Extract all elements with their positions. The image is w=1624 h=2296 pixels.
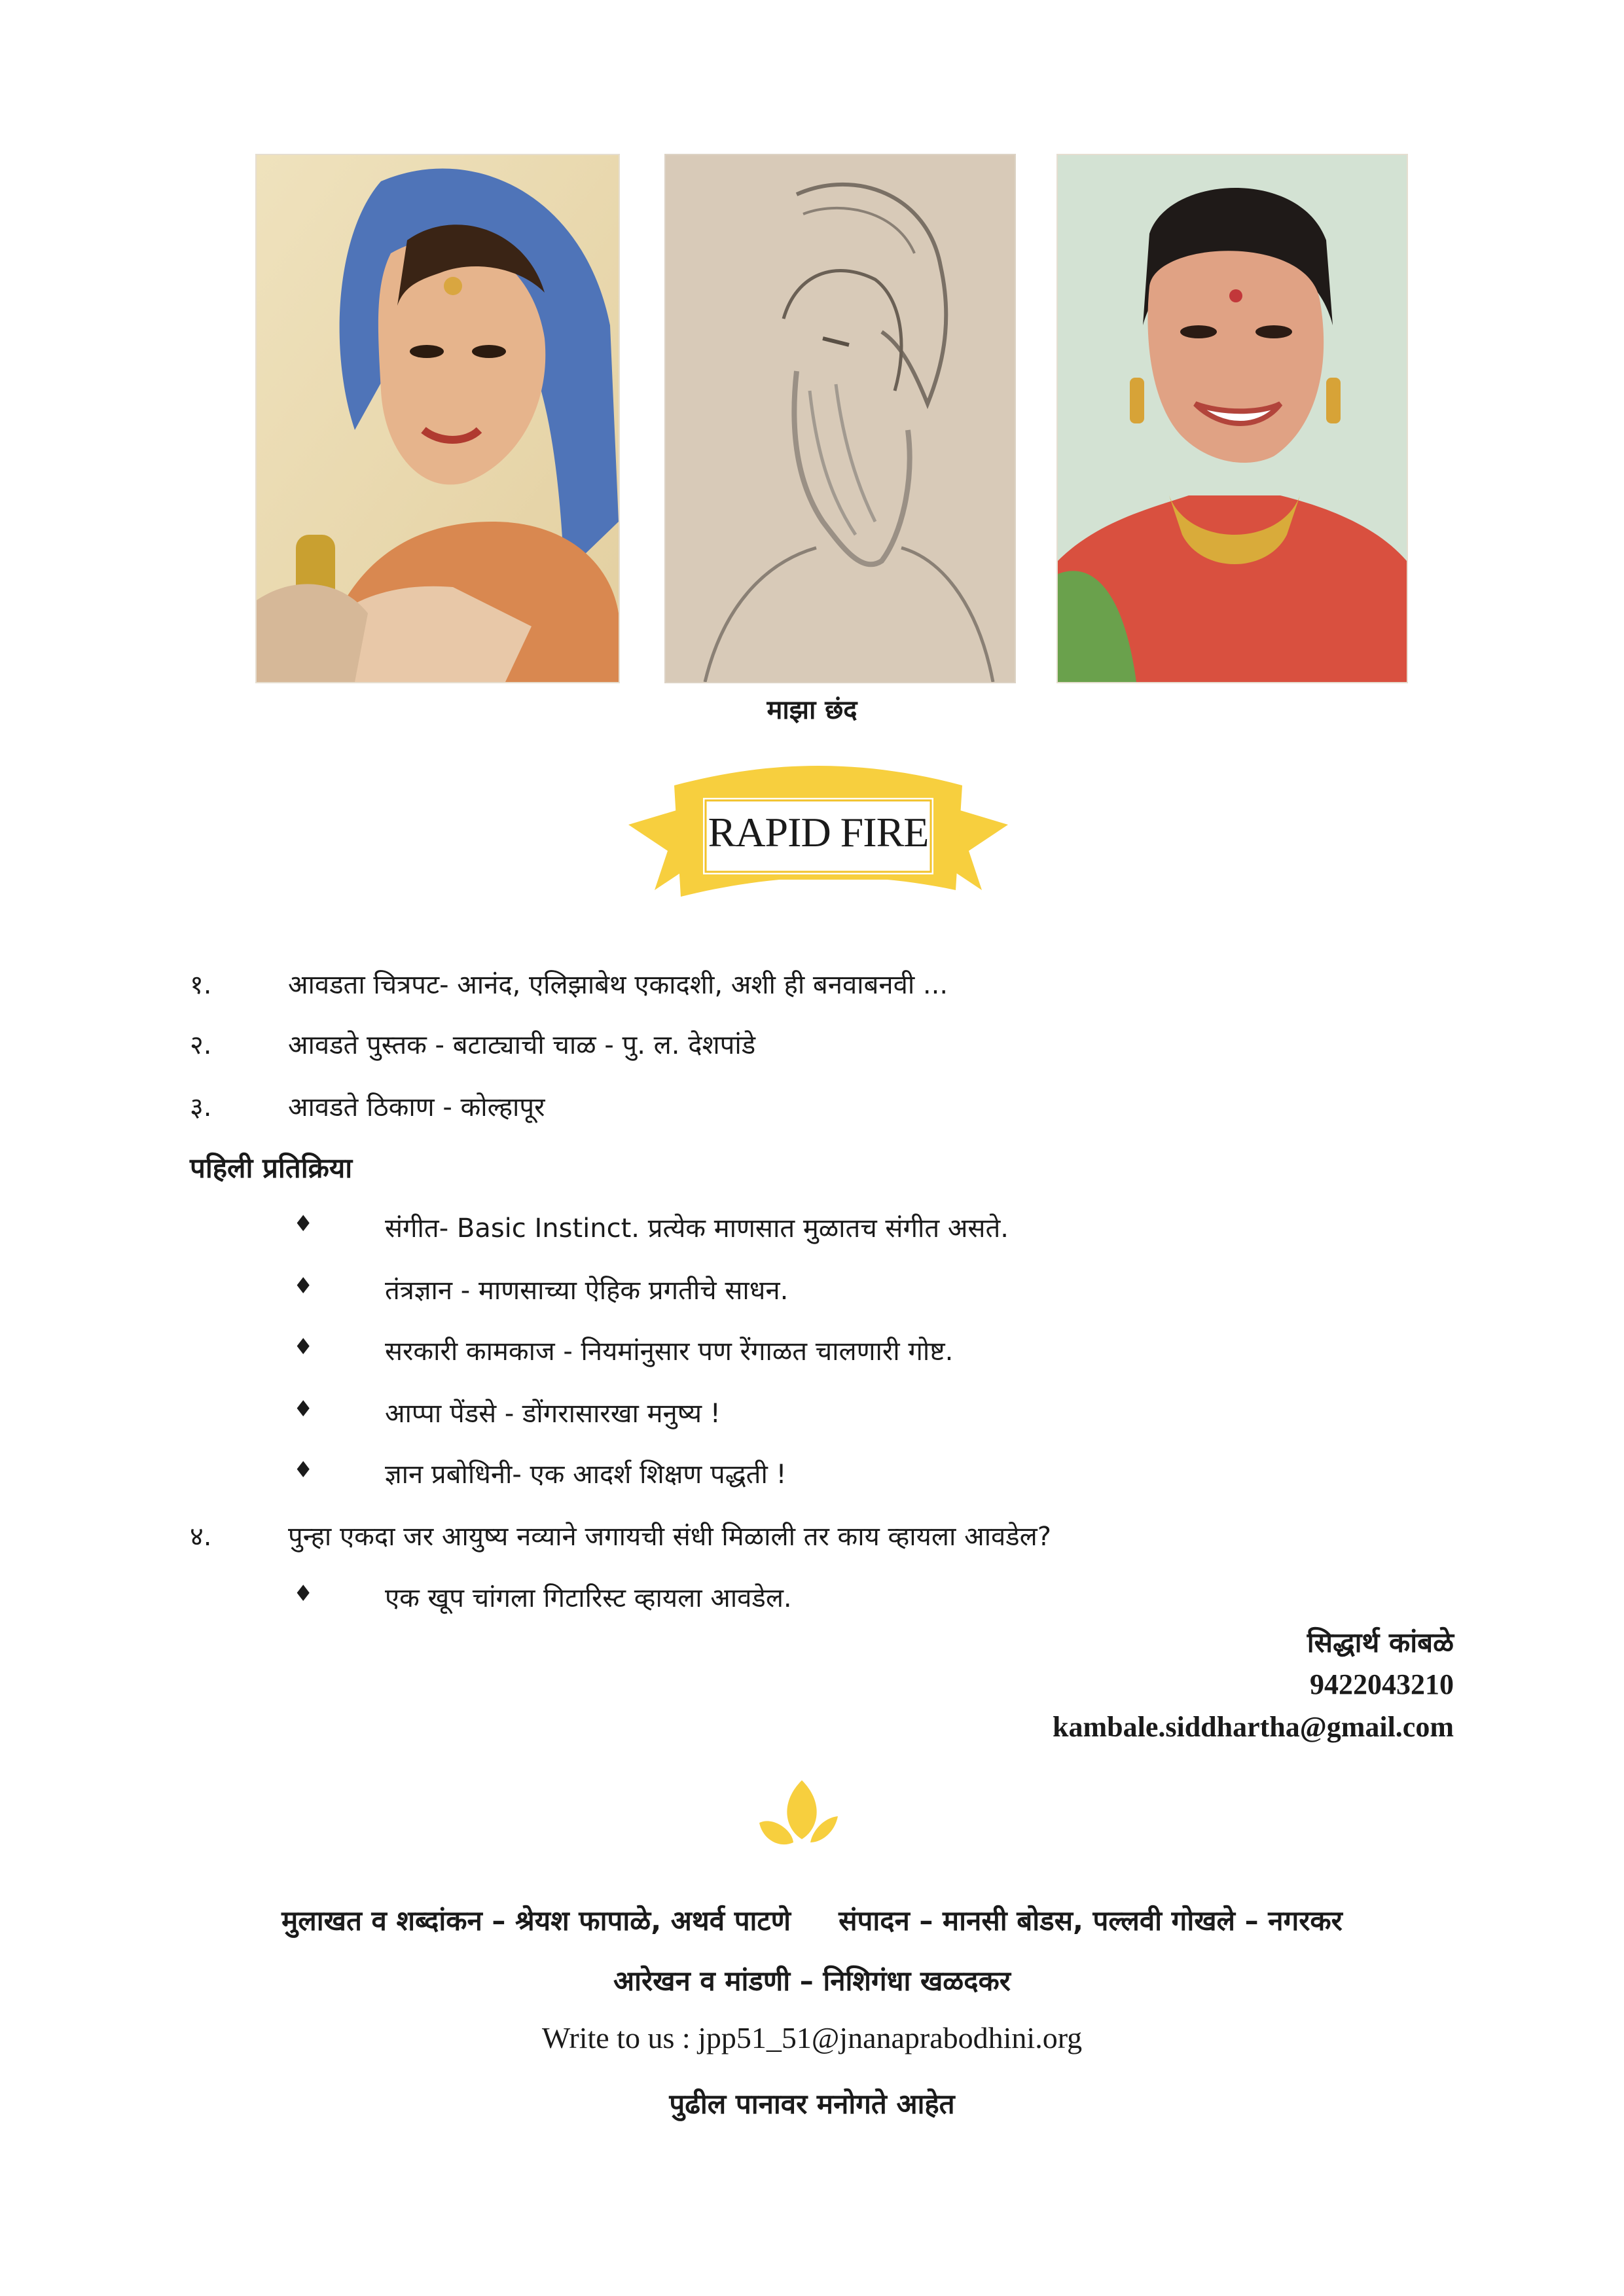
woman-in-blue-veil-painting <box>255 154 620 683</box>
question-number: १. <box>190 970 212 1000</box>
author-phone: 9422043210 <box>1310 1668 1454 1700</box>
question-favourite-book: आवडते पुस्तक - बटाट्याची चाळ - पु. ल. देशपांडे <box>288 1030 756 1060</box>
footer-design-credit: आरेखन व मांडणी – निशिगंधा खळदकर <box>613 1965 1011 1997</box>
question-number: ४. <box>190 1522 212 1552</box>
question-second-life: पुन्हा एकदा जर आयुष्य नव्याने जगायची संधी मिळाली तर काय व्हायला आवडेल? <box>288 1522 1051 1552</box>
reaction-item: आप्पा पेंडसे - डोंगरासारखा मनुष्य ! <box>385 1399 721 1429</box>
diamond-bullet-icon: ♦ <box>293 1396 314 1422</box>
author-name: सिद्धार्थ कांबळे <box>1307 1626 1454 1659</box>
question-number: २. <box>190 1030 212 1060</box>
bearded-man-pencil-sketch <box>664 154 1016 683</box>
section-first-reaction: पहिली प्रतिक्रिया <box>190 1152 353 1184</box>
reaction-item: संगीत- Basic Instinct. प्रत्येक माणसात मुळातच संगीत असते. <box>385 1213 1009 1244</box>
answer-second-life: एक खूप चांगला गिटारिस्ट व्हायला आवडेल. <box>385 1583 792 1613</box>
smiling-woman-portrait-painting <box>1056 154 1408 683</box>
rapid-fire-title: RAPID FIRE <box>708 809 929 855</box>
reaction-item: सरकारी कामकाज - नियमांनुसार पण रेंगाळत चालणारी गोष्ट. <box>385 1336 954 1367</box>
footer-next-page-note: पुढील पानावर मनोगते आहेत <box>669 2088 955 2120</box>
diamond-bullet-icon: ♦ <box>293 1581 314 1607</box>
footer-credits: मुलाखत व शब्दांकन – श्रेयश फापाळे, अथर्व पाटणे संपादन – मानसी बोडस, पल्लवी गोखले – नगरकर <box>281 1905 1343 1937</box>
diamond-bullet-icon: ♦ <box>293 1211 314 1237</box>
diamond-bullet-icon: ♦ <box>293 1273 314 1299</box>
question-favourite-place: आवडते ठिकाण - कोल्हापूर <box>288 1092 545 1122</box>
footer-write-to: Write to us : jpp51_51@jnanaprabodhini.org <box>541 2021 1083 2054</box>
question-number: ३. <box>190 1092 212 1122</box>
reaction-item: ज्ञान प्रबोधिनी- एक आदर्श शिक्षण पद्धती ! <box>385 1460 787 1490</box>
reaction-item: तंत्रज्ञान - माणसाच्या ऐहिक प्रगतीचे साधन. <box>385 1276 789 1306</box>
author-email: kambale.siddhartha@gmail.com <box>1053 1711 1454 1743</box>
question-favourite-film: आवडता चित्रपट- आनंद, एलिझाबेथ एकादशी, अशी ही बनवाबनवी ... <box>288 970 948 1000</box>
artwork-caption: माझा छंद <box>767 695 857 725</box>
diamond-bullet-icon: ♦ <box>293 1334 314 1360</box>
diamond-bullet-icon: ♦ <box>293 1457 314 1483</box>
yellow-flower-ornament <box>753 1777 844 1856</box>
